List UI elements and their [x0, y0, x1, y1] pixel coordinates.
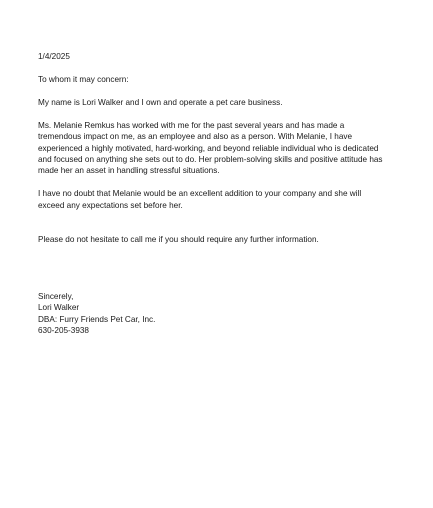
body1-line: Ms. Melanie Remkus has worked with me for the past several years and has made a	[38, 120, 345, 130]
letter-body-paragraph-1	[38, 120, 410, 177]
body2-line: exceed any expectations set before her.	[38, 200, 183, 210]
body1-line: and focused on anything she sets out to do. Her problem-solving skills and positive attitude has	[38, 154, 383, 164]
signature-phone: 630-205-3938	[38, 326, 89, 336]
signature-dba: DBA: Furry Friends Pet Car, Inc.	[38, 314, 156, 324]
letter-body-paragraph-2	[38, 188, 410, 211]
signature-block	[38, 291, 410, 337]
body1-line: made her an asset in handling stressful situations.	[38, 166, 220, 176]
letter-date: 1/4/2025	[38, 52, 70, 61]
body2-line: I have no doubt that Melanie would be an excellent addition to your company and she will	[38, 189, 362, 199]
recommendation-letter	[38, 51, 410, 337]
body1-line: experienced a highly motivated, hard-working, and beyond reliable individual who is dedicated	[38, 143, 379, 153]
letter-closing-request: Please do not hesitate to call me if you should require any further information.	[38, 234, 319, 244]
signature-name: Lori Walker	[38, 303, 80, 313]
letter-intro: My name is Lori Walker and I own and operate a pet care business.	[38, 97, 283, 107]
letter-salutation: To whom it may concern:	[38, 74, 129, 84]
body1-line: tremendous impact on me, as an employee and also as a person. With Melanie, I have	[38, 132, 353, 142]
signature-closing: Sincerely,	[38, 291, 74, 301]
